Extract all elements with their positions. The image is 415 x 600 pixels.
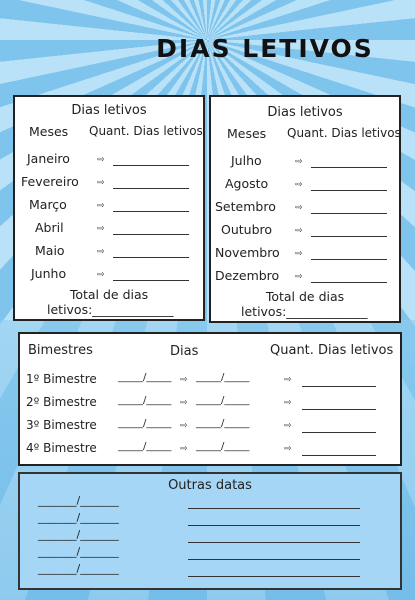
semester-2-total-label: Total de dias <box>265 289 345 304</box>
note-line[interactable] <box>188 576 360 577</box>
dias-header: Dias <box>170 344 199 359</box>
end-date-blank[interactable]: _____/_____ <box>196 395 250 406</box>
answer-line[interactable] <box>113 257 189 258</box>
answer-line[interactable] <box>113 211 189 212</box>
note-line[interactable] <box>188 508 360 509</box>
semester-1-box <box>13 95 205 321</box>
answer-line[interactable] <box>113 188 189 189</box>
semester-1-quant-header: Quant. Dias letivos <box>89 124 203 138</box>
month-label: Maio <box>35 243 65 258</box>
arrow-right-icon: ⇨ <box>295 249 303 259</box>
arrow-right-icon: ⇨ <box>284 421 292 431</box>
semester-2-months-header: Meses <box>227 126 267 141</box>
answer-line[interactable] <box>311 282 387 283</box>
month-label: Julho <box>231 153 262 168</box>
arrow-right-icon: ⇨ <box>180 421 188 431</box>
outras-datas-box <box>18 472 402 590</box>
bimester-label: 2º Bimestre <box>26 395 97 409</box>
note-line[interactable] <box>188 559 360 560</box>
month-label: Fevereiro <box>21 174 79 189</box>
start-date-blank[interactable]: _____/_____ <box>118 395 172 406</box>
bimester-label: 3º Bimestre <box>26 418 97 432</box>
bimesters-box <box>18 332 402 466</box>
page-title: DIAS LETIVOS <box>156 34 374 63</box>
date-blank[interactable]: _______/_______ <box>38 545 119 558</box>
arrow-right-icon: ⇨ <box>284 398 292 408</box>
answer-line[interactable] <box>302 409 376 410</box>
semester-2-heading: Dias letivos <box>267 105 343 120</box>
month-label: Dezembro <box>215 268 280 283</box>
answer-line[interactable] <box>113 280 189 281</box>
arrow-right-icon: ⇨ <box>295 180 303 190</box>
date-blank[interactable]: _______/_______ <box>38 562 119 575</box>
arrow-right-icon: ⇨ <box>284 375 292 385</box>
month-label: Junho <box>31 266 67 281</box>
start-date-blank[interactable]: _____/_____ <box>118 441 172 452</box>
date-blank[interactable]: _______/_______ <box>38 528 119 541</box>
answer-line[interactable] <box>311 259 387 260</box>
month-label: Março <box>29 197 67 212</box>
end-date-blank[interactable]: _____/_____ <box>196 418 250 429</box>
arrow-right-icon: ⇨ <box>97 178 105 188</box>
end-date-blank[interactable]: _____/_____ <box>196 372 250 383</box>
arrow-right-icon: ⇨ <box>97 224 105 234</box>
answer-line[interactable] <box>113 165 189 166</box>
month-label: Outubro <box>221 222 273 237</box>
arrow-right-icon: ⇨ <box>97 201 105 211</box>
arrow-right-icon: ⇨ <box>295 272 303 282</box>
answer-line[interactable] <box>113 234 189 235</box>
arrow-right-icon: ⇨ <box>180 398 188 408</box>
semester-1-heading: Dias letivos <box>71 103 147 118</box>
arrow-right-icon: ⇨ <box>284 444 292 454</box>
month-label: Janeiro <box>27 151 70 166</box>
start-date-blank[interactable]: _____/_____ <box>118 372 172 383</box>
month-label: Abril <box>35 220 64 235</box>
bimestres-header: Bimestres <box>28 343 93 358</box>
answer-line[interactable] <box>302 432 376 433</box>
month-label: Agosto <box>225 176 269 191</box>
answer-line[interactable] <box>311 213 387 214</box>
month-label: Novembro <box>215 245 280 260</box>
note-line[interactable] <box>188 542 360 543</box>
start-date-blank[interactable]: _____/_____ <box>118 418 172 429</box>
arrow-right-icon: ⇨ <box>295 203 303 213</box>
answer-line[interactable] <box>311 167 387 168</box>
date-blank[interactable]: _______/_______ <box>38 494 119 507</box>
outras-datas-heading: Outras datas <box>168 478 252 493</box>
semester-1-months-header: Meses <box>29 124 69 139</box>
arrow-right-icon: ⇨ <box>295 226 303 236</box>
answer-line[interactable] <box>311 190 387 191</box>
semester-1-total-blank[interactable]: letivos:_____________ <box>47 302 174 317</box>
semester-2-total-blank[interactable]: letivos:_____________ <box>241 304 368 319</box>
arrow-right-icon: ⇨ <box>295 157 303 167</box>
answer-line[interactable] <box>302 386 376 387</box>
bimester-label: 1º Bimestre <box>26 372 97 386</box>
answer-line[interactable] <box>302 455 376 456</box>
arrow-right-icon: ⇨ <box>180 444 188 454</box>
arrow-right-icon: ⇨ <box>97 155 105 165</box>
semester-2-box <box>209 95 401 323</box>
date-blank[interactable]: _______/_______ <box>38 511 119 524</box>
semester-2-quant-header: Quant. Dias letivos <box>287 126 401 140</box>
arrow-right-icon: ⇨ <box>180 375 188 385</box>
answer-line[interactable] <box>311 236 387 237</box>
end-date-blank[interactable]: _____/_____ <box>196 441 250 452</box>
arrow-right-icon: ⇨ <box>97 270 105 280</box>
bimesters-quant-header: Quant. Dias letivos <box>270 343 394 358</box>
bimester-label: 4º Bimestre <box>26 441 97 455</box>
semester-1-total-label: Total de dias <box>69 287 149 302</box>
arrow-right-icon: ⇨ <box>97 247 105 257</box>
note-line[interactable] <box>188 525 360 526</box>
month-label: Setembro <box>215 199 276 214</box>
